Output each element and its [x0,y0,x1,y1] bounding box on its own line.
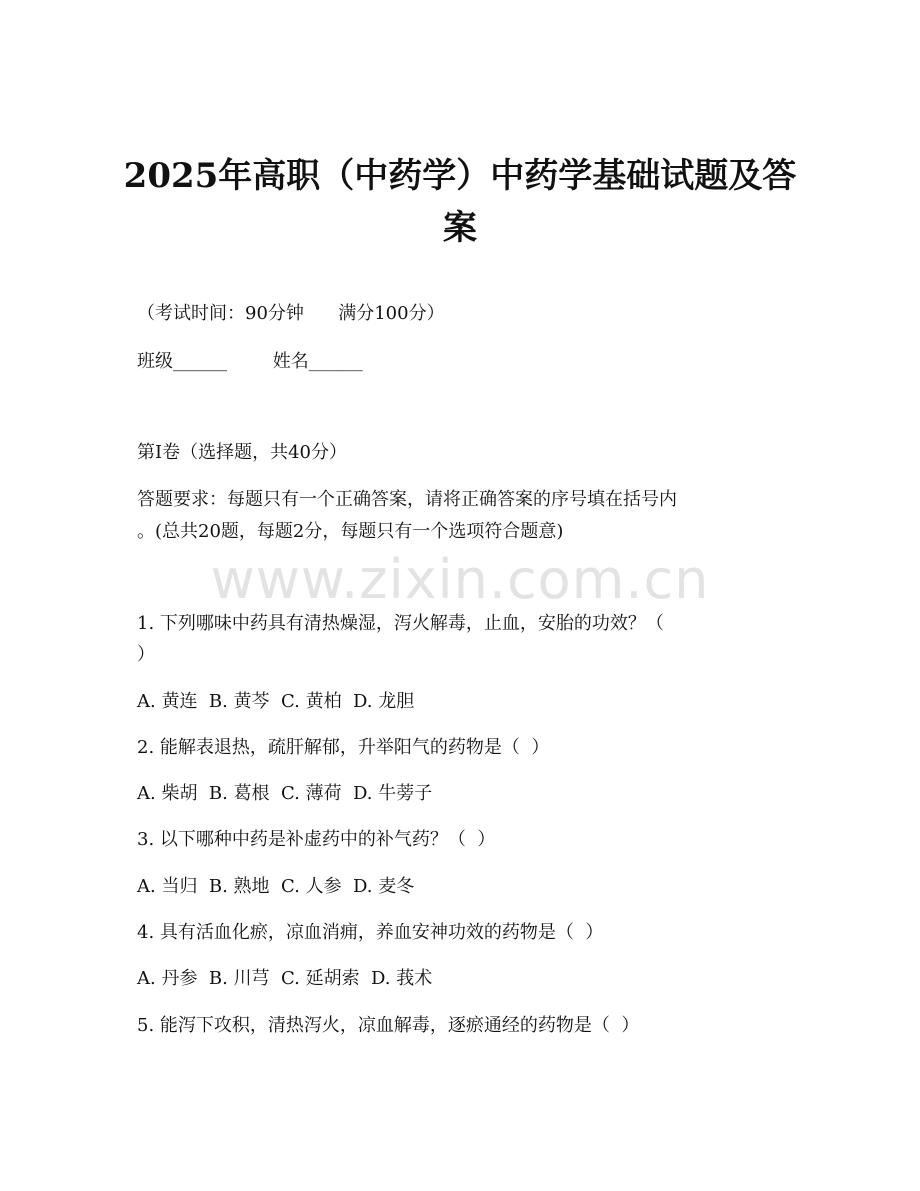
question-1-options: A. 黄连 B. 黄芩 C. 黄柏 D. 龙胆 [137,691,415,712]
question-3-text: 3. 以下哪种中药是补虚药中的补气药？（ ） [137,829,496,850]
section-heading: 第I卷（选择题，共40分） [137,442,348,463]
exam-info: （考试时间：90分钟 满分100分） [137,303,445,324]
question-1-text-cont: ） [137,644,155,665]
instructions-line-2: 。(总共20题，每题2分，每题只有一个选项符合题意) [137,521,564,542]
question-2-text: 2. 能解表退热，疏肝解郁，升举阳气的药物是（ ） [137,737,550,758]
question-3-options: A. 当归 B. 熟地 C. 人参 D. 麦冬 [137,876,415,897]
instructions-line-1: 答题要求：每题只有一个正确答案，请将正确答案的序号填在括号内 [137,489,677,510]
question-4-text: 4. 具有活血化瘀，凉血消痈，养血安神功效的药物是（ ） [137,922,604,943]
title-line-2: 案 [443,208,477,248]
question-4-options: A. 丹参 B. 川芎 C. 延胡索 D. 莪术 [137,968,433,989]
class-name-line: 班级______ 姓名______ [137,351,363,372]
question-5-text: 5. 能泻下攻积，清热泻火，凉血解毒，逐瘀通经的药物是（ ） [137,1015,640,1036]
document-title [100,150,820,254]
question-2-options: A. 柴胡 B. 葛根 C. 薄荷 D. 牛蒡子 [137,783,433,804]
question-1-text: 1. 下列哪味中药具有清热燥湿，泻火解毒，止血，安胎的功效？（ [137,613,664,634]
watermark: www.zixin.com.cn [210,548,710,611]
title-line-1: 2025年高职（中药学）中药学基础试题及答 [123,156,797,196]
